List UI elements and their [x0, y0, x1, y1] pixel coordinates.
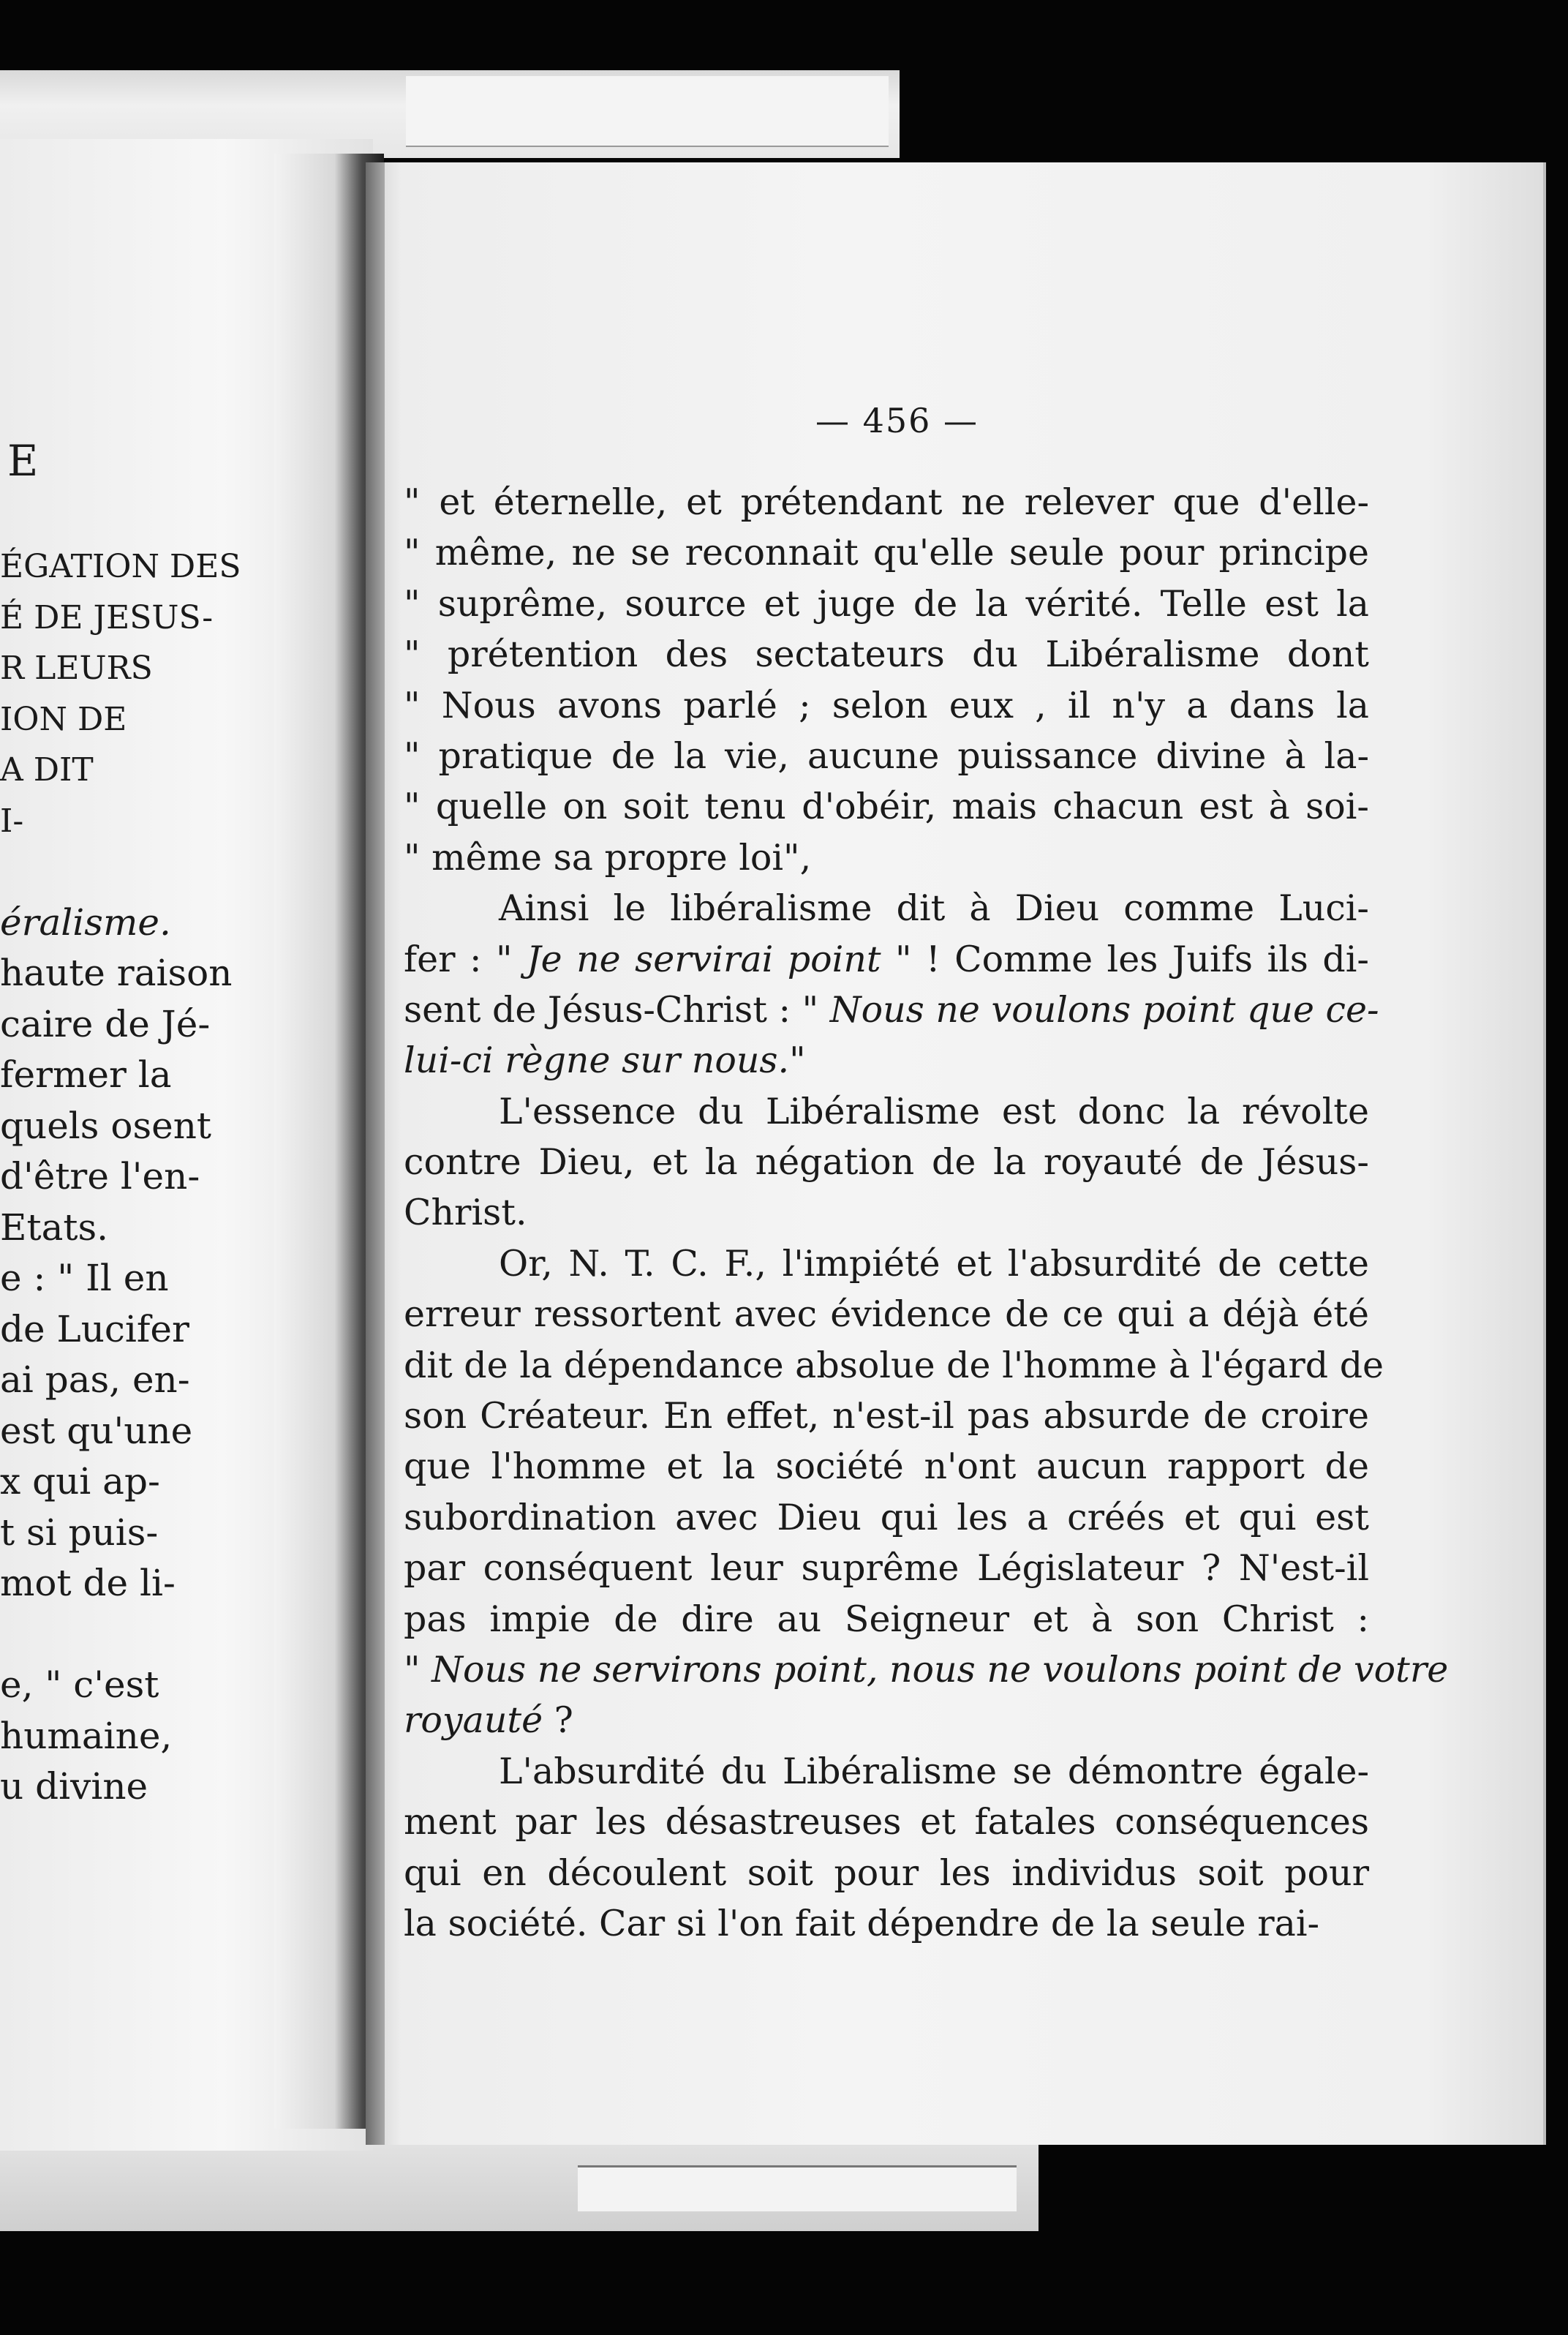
- left-page-line: I-: [0, 802, 24, 840]
- text-line: [404, 1898, 1369, 1949]
- left-page-line: A DIT: [0, 751, 94, 789]
- text-segment: erreur ressortent avec évidence de ce qui a déjà été: [404, 1293, 1369, 1336]
- text-line: [404, 883, 1369, 933]
- text-line: [404, 1289, 1369, 1339]
- text-line: [404, 629, 1369, 680]
- left-page-line: R LEURS: [0, 650, 153, 687]
- left-page-line: e : " Il en: [0, 1257, 169, 1299]
- left-page-text: [0, 432, 263, 1813]
- left-page-line: ai pas, en-: [0, 1358, 190, 1401]
- left-page-line: e, " c'est: [0, 1663, 159, 1706]
- left-page-line: caire de Jé-: [0, 1002, 211, 1045]
- italic-text: Je ne servirai point: [526, 938, 881, 980]
- left-page-line: d'être l'en-: [0, 1155, 200, 1197]
- text-line: [404, 1391, 1369, 1441]
- left-page-line: haute raison: [0, 952, 233, 994]
- text-line: [404, 1594, 1369, 1644]
- left-page-line: fermer la: [0, 1053, 172, 1096]
- text-segment: dit de la dépendance absolue de l'homme à l'égard de: [404, 1344, 1384, 1386]
- page-body-text: [404, 477, 1449, 1949]
- left-page-line: de Lucifer: [0, 1307, 189, 1350]
- text-segment: ment par les désastreuses et fatales conséquences: [404, 1801, 1369, 1843]
- text-segment: ": [404, 1648, 432, 1691]
- page-number: — 456 —: [815, 401, 979, 440]
- text-line: [404, 1797, 1369, 1847]
- text-segment: Ainsi le libéralisme dit à Dieu comme Luci-: [499, 887, 1369, 930]
- text-segment: " pratique de la vie, aucune puissance divine à la-: [404, 734, 1369, 777]
- text-segment: Or, N. T. C. F., l'impiété et l'absurdité de cette: [499, 1242, 1369, 1285]
- text-line: [404, 1848, 1369, 1898]
- paragraph: [404, 477, 1369, 883]
- left-page-line: ION DE: [0, 700, 127, 738]
- left-page-line: [0, 846, 263, 898]
- text-line: [404, 1492, 1369, 1543]
- text-segment: Christ.: [404, 1192, 527, 1234]
- italic-text: Nous ne voulons point que ce-: [829, 988, 1379, 1031]
- text-segment: " Nous avons parlé ; selon eux , il n'y a dans la: [404, 684, 1369, 726]
- text-line: [404, 1441, 1369, 1492]
- right-page-edge: [366, 162, 385, 2145]
- text-line: [404, 731, 1369, 781]
- paragraph: [404, 1746, 1369, 1949]
- text-line: [404, 1746, 1369, 1797]
- left-page-line: x qui ap-: [0, 1460, 160, 1503]
- text-segment: L'absurdité du Libéralisme se démontre égale-: [499, 1750, 1369, 1792]
- text-segment: pas impie de dire au Seigneur et à son Christ :: [404, 1598, 1369, 1640]
- text-line: [404, 1035, 1369, 1086]
- left-page-line: quels osent: [0, 1104, 211, 1147]
- background-paper-strip-bottom-inner: [578, 2165, 1017, 2211]
- paragraph: [404, 1238, 1449, 1746]
- text-segment: ": [789, 1039, 806, 1082]
- text-line: [404, 934, 1369, 985]
- text-segment: " prétention des sectateurs du Libéralisme dont: [404, 633, 1369, 676]
- text-segment: son Créateur. En effet, n'est-il pas absurde de croire: [404, 1395, 1369, 1437]
- paragraph: [404, 1086, 1369, 1238]
- left-page-line: mot de li-: [0, 1562, 176, 1604]
- text-line: [404, 680, 1369, 731]
- text-segment: " ! Comme les Juifs ils di-: [881, 938, 1369, 980]
- text-segment: " même sa propre loi",: [404, 836, 812, 879]
- text-segment: la société. Car si l'on fait dépendre de la seule rai-: [404, 1902, 1320, 1944]
- text-line: [404, 1137, 1369, 1187]
- left-page-line: éralisme.: [0, 900, 171, 944]
- text-segment: subordination avec Dieu qui les a créés et qui est: [404, 1496, 1369, 1538]
- text-line: [404, 527, 1369, 578]
- text-line: [404, 1340, 1384, 1391]
- text-line: [404, 1644, 1449, 1695]
- left-page-line: E: [7, 436, 39, 486]
- text-line: [404, 579, 1369, 629]
- text-line: [404, 1543, 1369, 1593]
- text-line: [404, 477, 1369, 527]
- text-segment: par conséquent leur suprême Législateur ? N'est-il: [404, 1547, 1369, 1590]
- text-line: [404, 781, 1369, 832]
- text-segment: " même, ne se reconnait qu'elle seule pour principe: [404, 532, 1369, 574]
- paragraph: [404, 883, 1379, 1086]
- text-segment: L'essence du Libéralisme est donc la révolte: [499, 1090, 1369, 1132]
- text-segment: " suprême, source et juge de la vérité. Telle est la: [404, 582, 1369, 625]
- left-page-line: humaine,: [0, 1714, 173, 1757]
- text-segment: " quelle on soit tenu d'obéir, mais chacun est à soi-: [404, 786, 1369, 828]
- text-line: [404, 1187, 1369, 1238]
- background-paper-strip-top: [406, 76, 889, 147]
- left-page-line: Etats.: [0, 1206, 109, 1249]
- text-line: [404, 1238, 1369, 1289]
- text-segment: sent de Jésus-Christ : ": [404, 988, 830, 1031]
- left-page-line: t si puis-: [0, 1511, 159, 1554]
- italic-text: royauté: [404, 1699, 543, 1742]
- text-segment: " et éternelle, et prétendant ne relever que d'elle-: [404, 481, 1369, 523]
- text-segment: que l'homme et la société n'ont aucun rapport de: [404, 1445, 1369, 1488]
- text-segment: contre Dieu, et la négation de la royauté de Jésus-: [404, 1141, 1369, 1184]
- left-page-line: u divine: [0, 1765, 148, 1808]
- left-page-line: ÉGATION DES: [0, 548, 241, 585]
- italic-text: Nous ne servirons point, nous ne voulons point de votre: [431, 1648, 1449, 1691]
- italic-text: lui-ci règne sur nous.: [404, 1039, 790, 1082]
- text-segment: ?: [543, 1699, 573, 1742]
- text-line: [404, 985, 1379, 1035]
- text-segment: qui en découlent soit pour les individus soit pour: [404, 1851, 1369, 1894]
- left-page-line: É DE JESUS-: [0, 598, 214, 636]
- left-page-line: [0, 1609, 263, 1661]
- left-page-line: est qu'une: [0, 1409, 193, 1452]
- text-line: [404, 1695, 1369, 1745]
- text-segment: fer : ": [404, 938, 527, 980]
- text-line: [404, 1086, 1369, 1137]
- text-line: [404, 832, 1369, 883]
